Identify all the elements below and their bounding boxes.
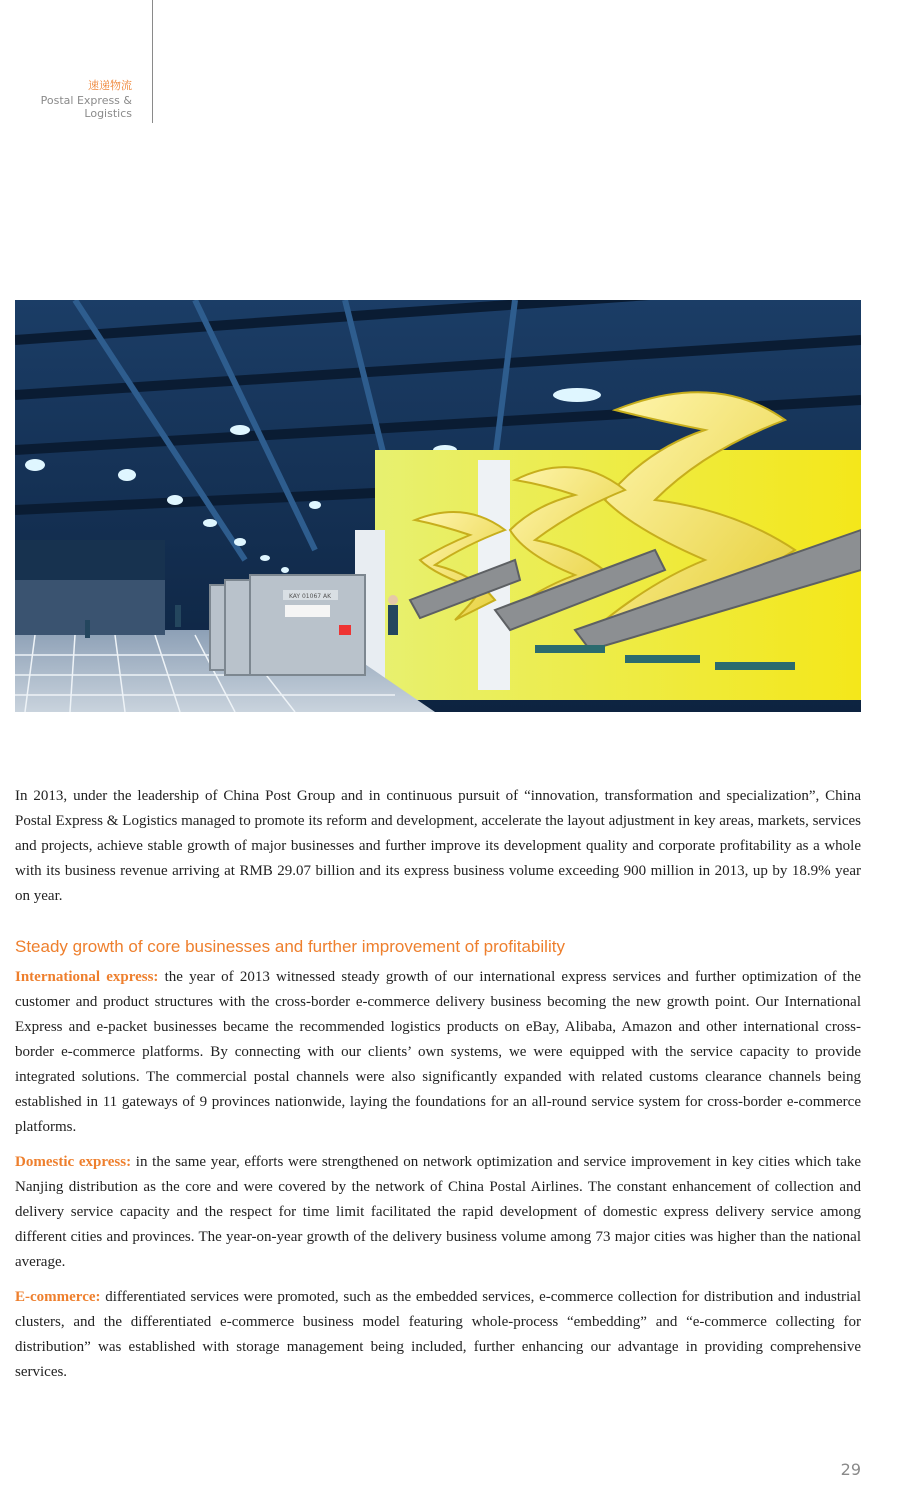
domestic-express-label: Domestic express:	[15, 1154, 132, 1170]
e-commerce-text: differentiated services were promoted, such as the embedded services, e-commerce collection for distribution and industrial clusters, and the differentiated e-commerce business model featuring whole-process “embedding” and “e-commerce collecting for distribution” was established with storage management being included, further enhancing our advantage in providing comprehensive services.	[15, 1289, 861, 1380]
article-body	[15, 784, 861, 1395]
intro-paragraph: In 2013, under the leadership of China Post Group and in continuous pursuit of “innovation, transformation and specialization”, China Postal Express & Logistics managed to promote its reform and development, accelerate the layout adjustment in key areas, markets, services and projects, achieve stable growth of major businesses and further improve its development quality and corporate profitability as a whole with its business revenue arriving at RMB 29.07 billion and its express business volume exceeding 900 million in 2013, up by 18.9% year on year.	[15, 788, 861, 904]
section-label	[41, 78, 132, 120]
domestic-express-paragraph	[15, 1150, 861, 1275]
international-express-label: International express:	[15, 969, 159, 985]
domestic-express-text: in the same year, efforts were strengthened on network optimization and service improvement in key cities which take Nanjing distribution as the core and were covered by the network of China Postal Airlines. The constant enhancement of collection and delivery service capacity and the respect for time limit facilitated the rapid development of domestic express delivery service among different cities and provinces. The year-on-year growth of the delivery business volume among 73 major cities was higher than the national average.	[15, 1154, 862, 1270]
e-commerce-label: E-commerce:	[15, 1289, 101, 1305]
international-express-text: the year of 2013 witnessed steady growth of our international express services and further optimization of the customer and product structures with the cross-border e-commerce delivery business becoming the new growth point. Our International Express and e-packet businesses became the recommended logistics products on eBay, Alibaba, Amazon and other international cross-border e-commerce platforms. By connecting with our clients’ own systems, we were equipped with the service capacity to provide integrated solutions. The commercial postal channels were also significantly expanded with related customs clearance channels being established in 11 gateways of 9 provinces nationwide, laying the foundations for an all-round service system for cross-border e-commerce platforms.	[15, 969, 861, 1135]
international-express-paragraph	[15, 965, 861, 1140]
sorting-center-photo	[15, 300, 861, 712]
header-divider	[152, 0, 153, 123]
section-title-en-line2: Logistics	[84, 107, 132, 120]
section-heading: Steady growth of core businesses and further improvement of profitability	[15, 937, 565, 956]
section-title-en-line1: Postal Express &	[40, 94, 132, 107]
section-title-cn: 速递物流	[88, 79, 132, 92]
page-number: 29	[840, 1460, 861, 1479]
container-label: KAY 01067 AK	[288, 593, 332, 600]
e-commerce-paragraph	[15, 1285, 861, 1385]
